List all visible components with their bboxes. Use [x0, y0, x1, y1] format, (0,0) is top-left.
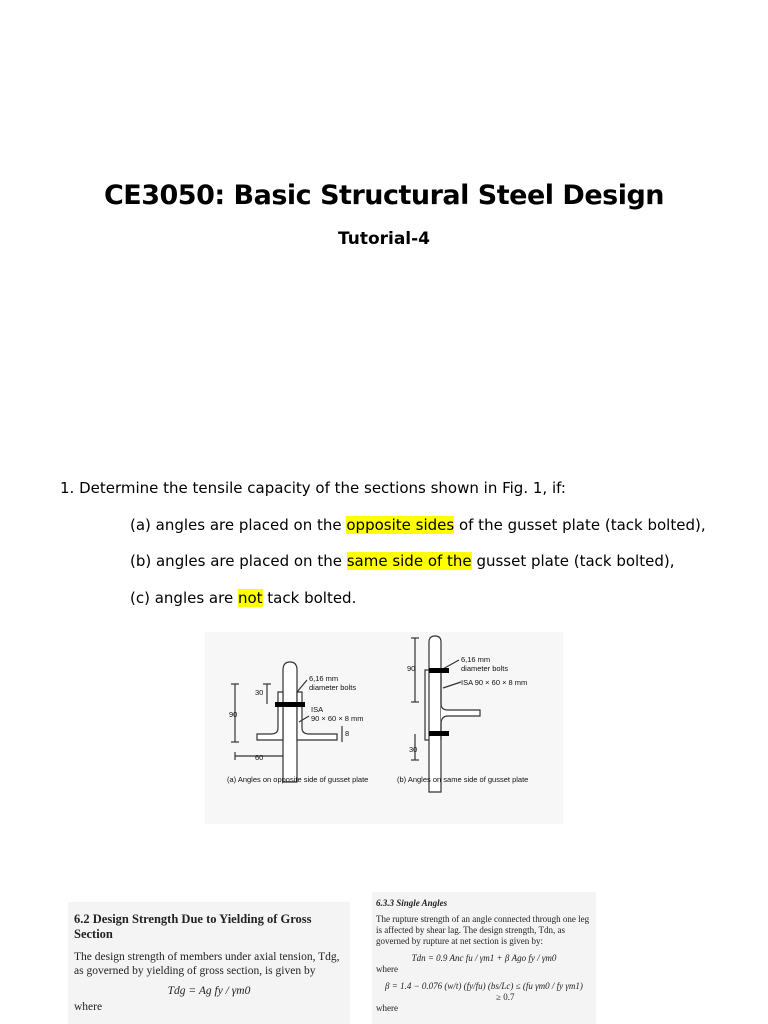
a-dim-8: 8 [345, 729, 350, 738]
excerpt-right-where: where [376, 964, 398, 974]
b-bolt-mark-top [429, 668, 449, 673]
b-gusset-plate [429, 636, 441, 792]
b-caption: (b) Angles on same side of gusset plate [397, 775, 529, 784]
excerpt-left-equation: Tdg = Ag fy / γm0 [167, 985, 251, 997]
part-b-text-end: gusset plate (tack bolted), [471, 552, 675, 570]
excerpt-right-heading: 6.3.3 Single Angles [376, 898, 448, 908]
excerpt-left-where: where [74, 1001, 103, 1013]
excerpt-right-beta-limit: ≥ 0.7 [496, 992, 515, 1002]
b-dim-90: 90 [407, 664, 416, 673]
a-section-label: 90 × 60 × 8 mm [311, 714, 364, 723]
b-bolt-mark-bottom [429, 731, 449, 736]
excerpt-left-body: The design strength of members under axial tension, Tdg, as governed by yielding of gross section, is given by [74, 951, 340, 977]
question-part-c [130, 589, 356, 607]
a-dim-90: 90 [229, 710, 238, 719]
figure-1 [205, 632, 563, 824]
excerpt-right-beta: β = 1.4 − 0.076 (w/t) (fy/fu) (bs/Lc) ≤ (fu γm0 / fy γm1) [385, 981, 583, 991]
part-a-highlight: opposite sides [346, 516, 455, 534]
excerpt-right-equation: Tdn = 0.9 Anc fu / γm1 + β Ago fy / γm0 [411, 953, 557, 963]
a-bolts-label: 6,16 mm [309, 674, 339, 683]
part-b-highlight: same side of the [346, 552, 472, 570]
a-left-angle [257, 692, 283, 740]
excerpt-right-body: The rupture strength of an angle connected through one leg is affected by shear lag. The design strength, Tdn, as governed by rupture at net section is given by: [376, 914, 590, 946]
document-title: CE3050: Basic Structural Steel Design [103, 180, 665, 211]
a-bolt-mark [275, 702, 305, 707]
excerpt-single-angles [372, 892, 596, 1024]
a-caption: (a) Angles on opposite side of gusset plate [227, 775, 369, 784]
a-dim-30: 30 [255, 688, 264, 697]
part-b-text: (b) angles are placed on the [130, 552, 347, 570]
part-c-highlight: not [237, 589, 263, 607]
a-gusset-plate [283, 662, 297, 782]
tutorial-subtitle: Tutorial-4 [337, 229, 431, 249]
excerpt-right-where-2: where [376, 1003, 398, 1013]
question-part-b [130, 552, 674, 570]
excerpt-gross-section [68, 902, 350, 1024]
a-dim-60: 60 [255, 753, 264, 762]
b-bolts-label: 6,16 mm [461, 655, 491, 664]
part-a-text: (a) angles are placed on the [130, 516, 347, 534]
part-c-text-end: tack bolted. [262, 589, 357, 607]
a-bolts-label-2: diameter bolts [309, 683, 357, 692]
part-c-text: (c) angles are [130, 589, 238, 607]
a-isa-label: ISA [311, 705, 324, 714]
b-dim-30: 30 [409, 745, 418, 754]
part-a-text-end: of the gusset plate (tack bolted), [454, 516, 706, 534]
b-section-label: ISA 90 × 60 × 8 mm [461, 678, 528, 687]
figure-1-diagram [205, 632, 563, 824]
question-intro: 1. Determine the tensile capacity of the sections shown in Fig. 1, if: [60, 479, 566, 497]
question-part-a [130, 516, 706, 534]
b-bolts-label-2: diameter bolts [461, 664, 509, 673]
excerpt-left-heading: 6.2 Design Strength Due to Yielding of Gross Section [74, 912, 312, 941]
